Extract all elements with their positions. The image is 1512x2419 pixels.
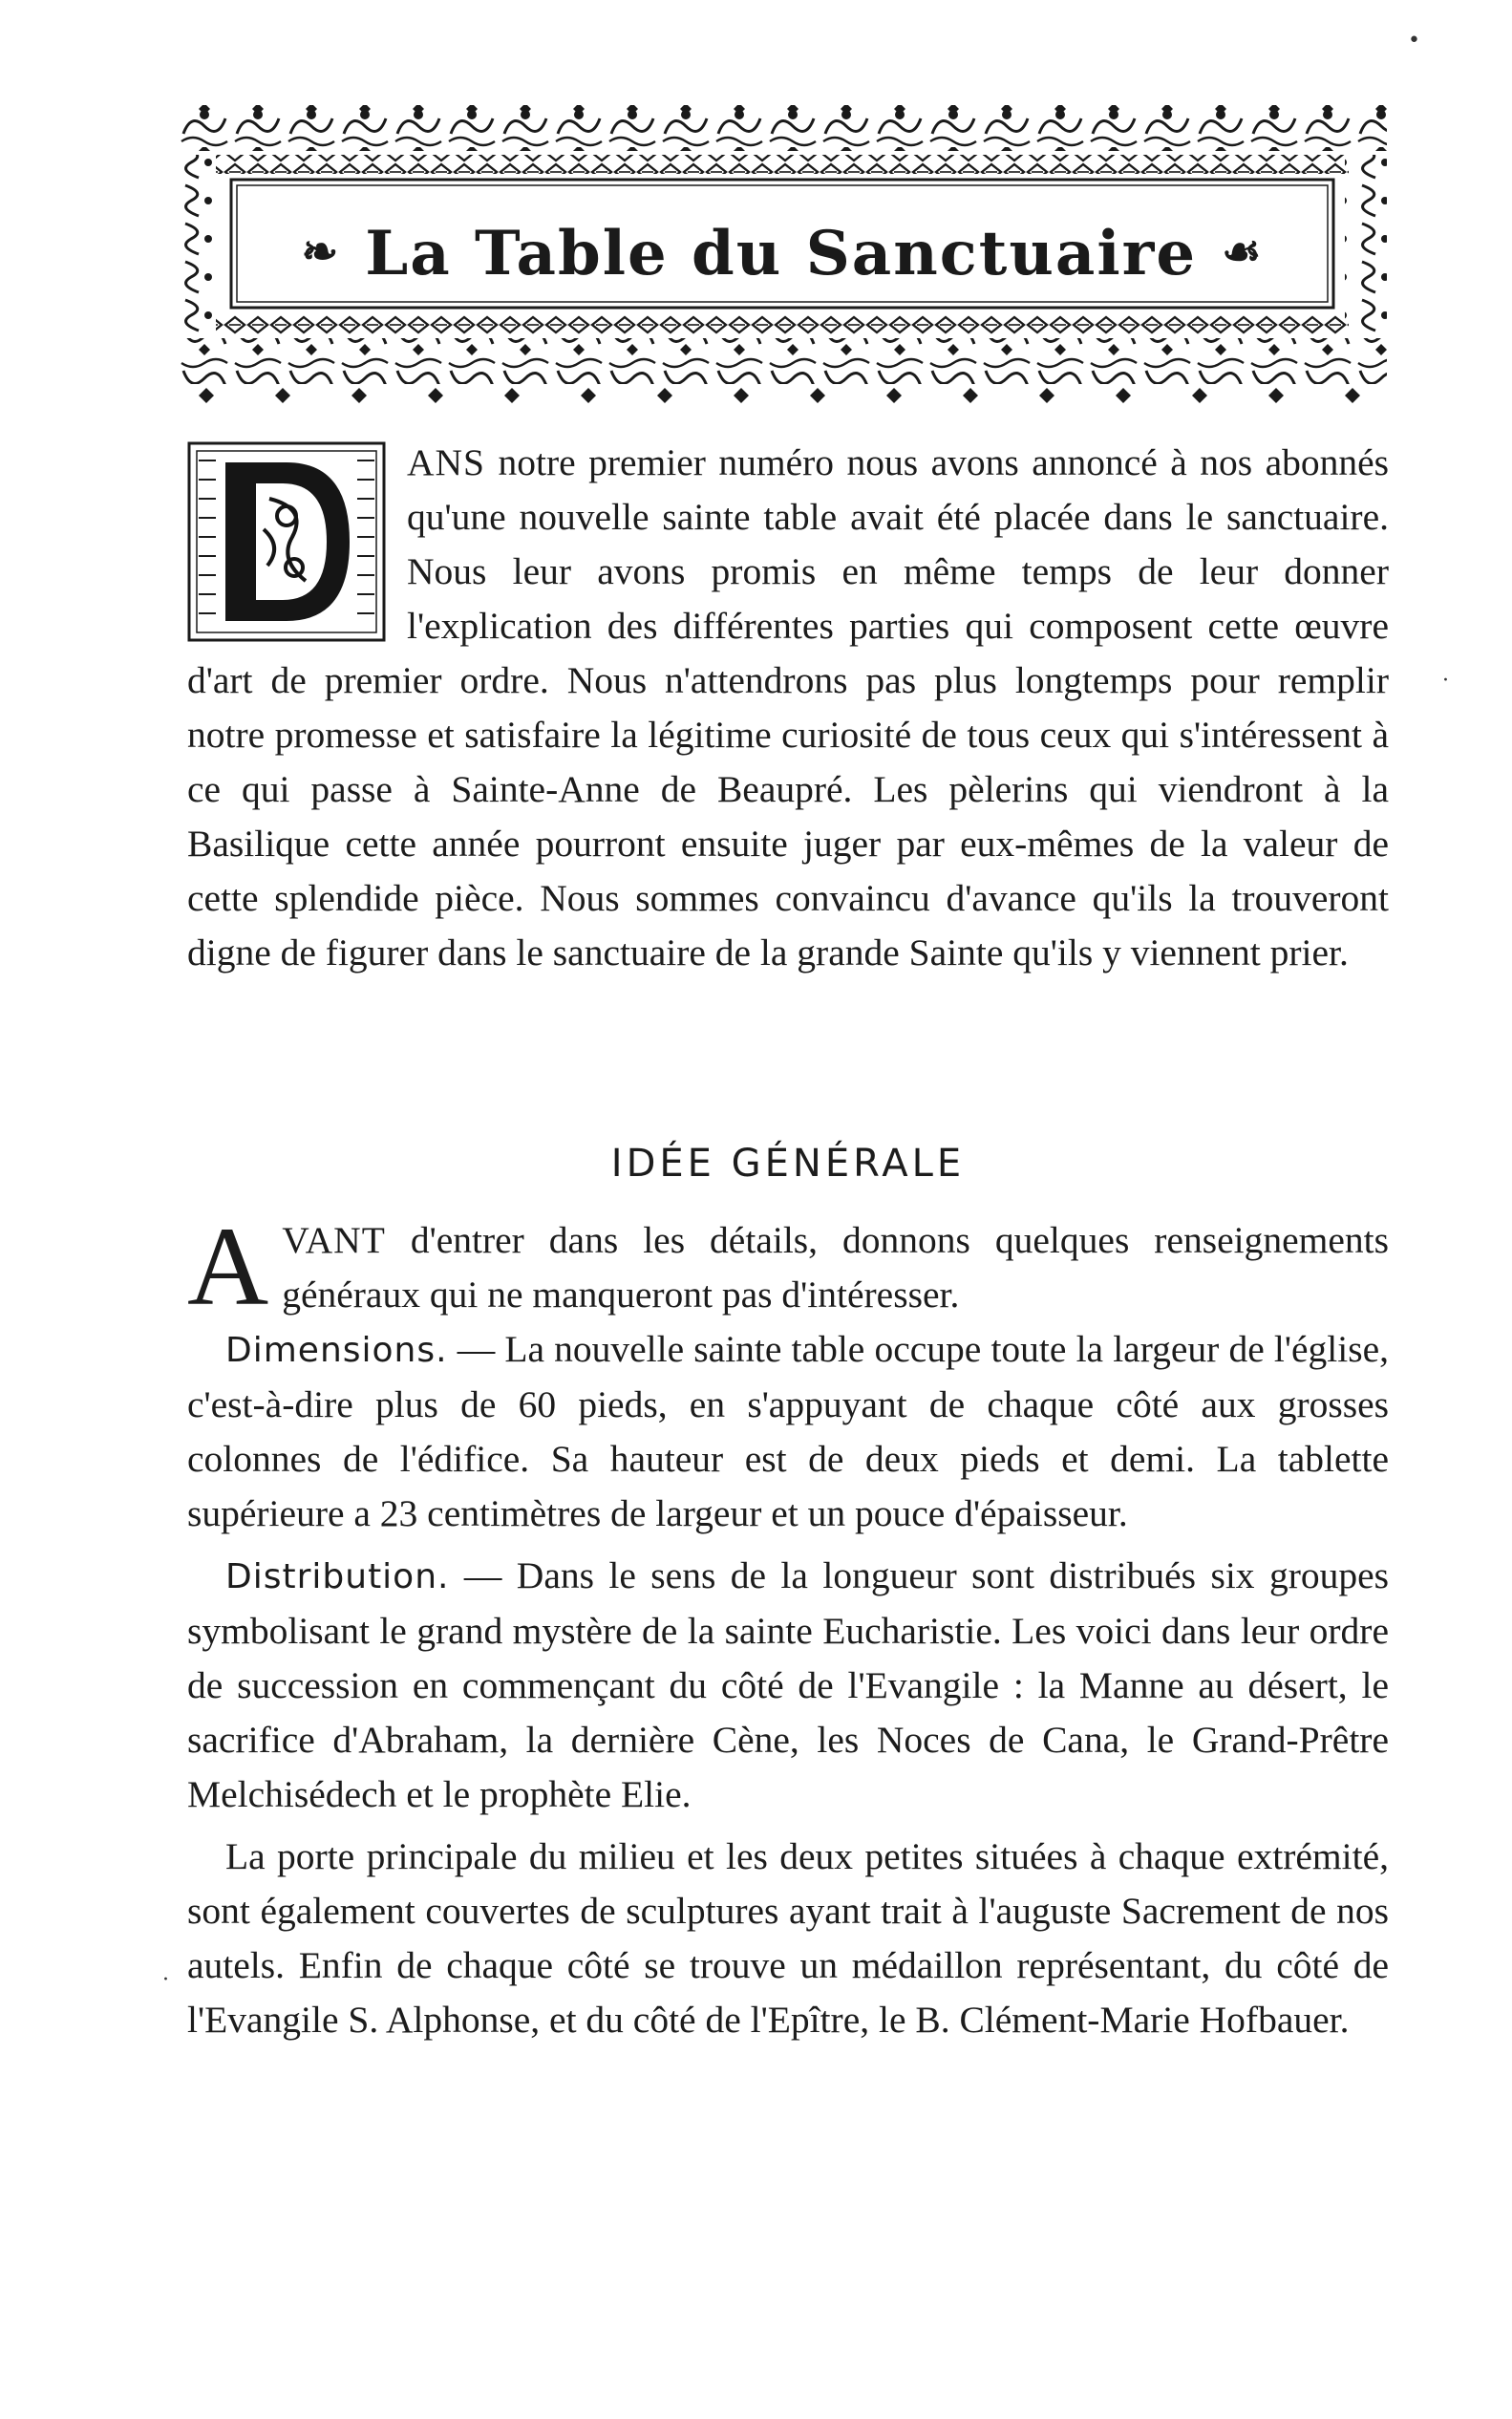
porte-text: La porte principale du milieu et les deux petites situées à chaque extrémité, sont également couvertes de sculptures ayant trait à l'auguste Sacrement de nos autels. Enfin de chaque côté se trouve un médaillon représentant, du côté de l'Evangile S. Alphonse, et du côté de l'Epître, le B. Clément-Marie Hofbauer. (187, 1835, 1389, 2041)
dimensions-text: — La nouvelle sainte table occupe toute la largeur de l'église, c'est-à-dire plus de 60 pieds, en s'appuyant de chaque côté aux grosses colonnes de l'édifice. Sa hauteur est de deux pieds et demi. La tablette supérieure a 23 centimètres de largeur et un pouce d'épaisseur. (187, 1328, 1389, 1534)
distribution-text: — Dans le sens de la longueur sont distribués six groupes symbolisant le grand mystère de la sainte Eucharistie. Les voici dans leur ordre de succession en commençant du côté de l'Evangile : la Manne au désert, le sacrifice d'Abraham, la dernière Cène, les Noces de Cana, le Grand-Prêtre Melchisédech et le prophète Elie. (187, 1554, 1390, 1815)
distribution-paragraph (187, 1549, 1389, 1822)
page-title (178, 218, 1387, 289)
ornamental-header (178, 105, 1387, 420)
speck-mark: • (1408, 29, 1420, 53)
dropcap-d (187, 441, 386, 642)
speck-mark: · (162, 1968, 169, 1992)
speck-mark: · (1442, 669, 1449, 693)
avant-text: d'entrer dans les détails, donnons quelques renseignements généraux qui ne manqueront pas d'intéresser. (282, 1219, 1389, 1316)
dropcap-ornament-icon (187, 441, 386, 642)
dimensions-paragraph (187, 1322, 1389, 1541)
avant-paragraph (187, 1204, 1389, 1329)
intro-paragraph (187, 436, 1389, 980)
intro-text: notre premier numéro nous avons annoncé à nos abonnés qu'une nouvelle sainte table avait été placée dans le sanctuaire. Nous leur avons promis en même temps de leur donner l'explication des différentes parties qui composent cette œuvre d'art de premier ordre. Nous n'attendrons pas plus longtemps pour remplir notre promesse et satisfaire la légitime curiosité de tous ceux qui s'intéressent à ce qui passe à Sainte-Anne de Beaupré. Les pèlerins qui viendront à la Basilique cette année pourront ensuite juger par eux-mêmes de la valeur de cette splendide pièce. Nous sommes convaincu d'avance qu'ils la trouveront digne de figurer dans le sanctuaire de la grande Sainte qu'ils y viennent prier. (187, 441, 1390, 974)
title-text: La Table du Sanctuaire (365, 218, 1198, 289)
first-word-rest: ANS (407, 441, 486, 483)
distribution-label: Distribution. (225, 1557, 450, 1596)
avant-rest: VANT (282, 1219, 386, 1261)
section-heading: IDÉE GÉNÉRALE (610, 1142, 966, 1186)
dropcap-a: A (187, 1204, 269, 1329)
porte-paragraph (187, 1830, 1389, 2047)
dimensions-label: Dimensions. (225, 1331, 448, 1370)
body-text (187, 1204, 1390, 2047)
flourish-right-icon: ☙ (1222, 225, 1264, 277)
flourish-left-icon: ❧ (301, 225, 341, 277)
